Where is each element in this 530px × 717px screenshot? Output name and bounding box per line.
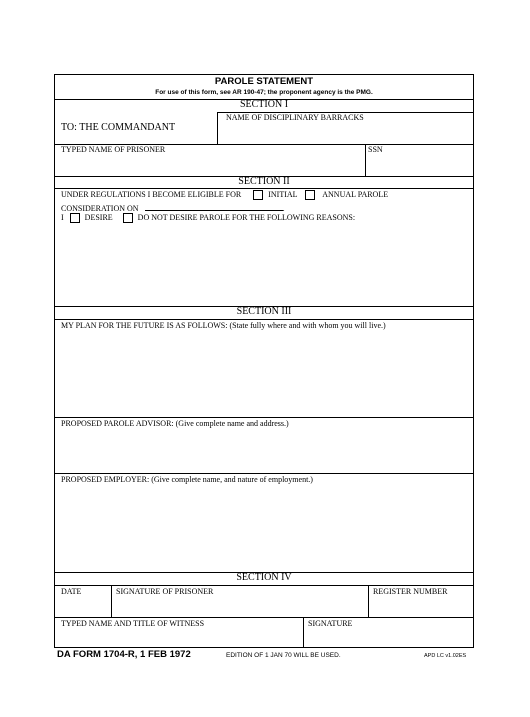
- parole-advisor-field[interactable]: [56, 430, 474, 472]
- form-subtitle: For use of this form, see AR 190-47; the proponent agency is the PMG.: [155, 89, 373, 96]
- initial-checkbox[interactable]: [253, 190, 263, 200]
- i-label: I: [61, 213, 64, 222]
- witness-label: TYPED NAME AND TITLE OF WITNESS: [61, 619, 205, 628]
- consideration-date-field[interactable]: [145, 202, 283, 211]
- future-plan-field[interactable]: [56, 332, 474, 416]
- version-label: APD LC v1.02ES: [424, 653, 467, 659]
- ssn-field[interactable]: [366, 155, 474, 175]
- desire-line: [61, 213, 355, 223]
- prisoner-signature-field[interactable]: [112, 597, 367, 616]
- date-field[interactable]: [56, 597, 110, 616]
- form-title: PAROLE STATEMENT: [214, 76, 314, 87]
- prisoner-name-label: TYPED NAME OF PRISONER: [61, 145, 166, 154]
- reasons-field[interactable]: [56, 225, 474, 305]
- witness-field[interactable]: [56, 629, 302, 647]
- future-plan-label: MY PLAN FOR THE FUTURE IS AS FOLLOWS: (State fully where and with whom you will live.): [61, 321, 386, 330]
- desire-checkbox[interactable]: [70, 213, 80, 223]
- barracks-field[interactable]: [218, 123, 474, 143]
- parole-statement-form: [54, 74, 474, 648]
- not-desire-label: DO NOT DESIRE PAROLE FOR THE FOLLOWING REASONS:: [137, 213, 356, 222]
- witness-signature-label: SIGNATURE: [308, 619, 353, 628]
- witness-signature-field[interactable]: [304, 629, 474, 647]
- employer-label: PROPOSED EMPLOYER: (Give complete name, and nature of employment.): [61, 475, 313, 484]
- register-number-label: REGISTER NUMBER: [373, 587, 448, 596]
- parole-advisor-label: PROPOSED PAROLE ADVISOR: (Give complete name and address.): [61, 419, 289, 428]
- prisoner-name-field[interactable]: [56, 155, 364, 175]
- barracks-label: NAME OF DISCIPLINARY BARRACKS: [226, 113, 364, 122]
- eligibility-line: [61, 190, 388, 200]
- signature-of-prisoner-label: SIGNATURE OF PRISONER: [116, 587, 214, 596]
- annual-parole-label: ANNUAL PAROLE: [322, 190, 389, 199]
- section-2-heading: SECTION II: [238, 176, 290, 187]
- consideration-line: CONSIDERATION ON .: [61, 204, 285, 213]
- form-number: DA FORM 1704-R, 1 FEB 1972: [57, 649, 191, 660]
- edition-note: EDITION OF 1 JAN 70 WILL BE USED.: [226, 652, 341, 659]
- to-commandant: TO: THE COMMANDANT: [61, 122, 176, 133]
- section-1-heading: SECTION I: [239, 99, 289, 110]
- ssn-label: SSN: [368, 145, 383, 154]
- register-number-field[interactable]: [369, 597, 474, 616]
- eligible-text: UNDER REGULATIONS I BECOME ELIGIBLE FOR: [61, 190, 242, 199]
- desire-label: DESIRE: [84, 213, 113, 222]
- section-4-heading: SECTION IV: [236, 572, 292, 583]
- annual-parole-checkbox[interactable]: [305, 190, 315, 200]
- consideration-label: CONSIDERATION ON: [61, 204, 139, 213]
- employer-field[interactable]: [56, 486, 474, 571]
- date-label: DATE: [61, 587, 82, 596]
- initial-label: INITIAL: [268, 190, 298, 199]
- section-3-heading: SECTION III: [236, 306, 292, 317]
- not-desire-checkbox[interactable]: [123, 213, 133, 223]
